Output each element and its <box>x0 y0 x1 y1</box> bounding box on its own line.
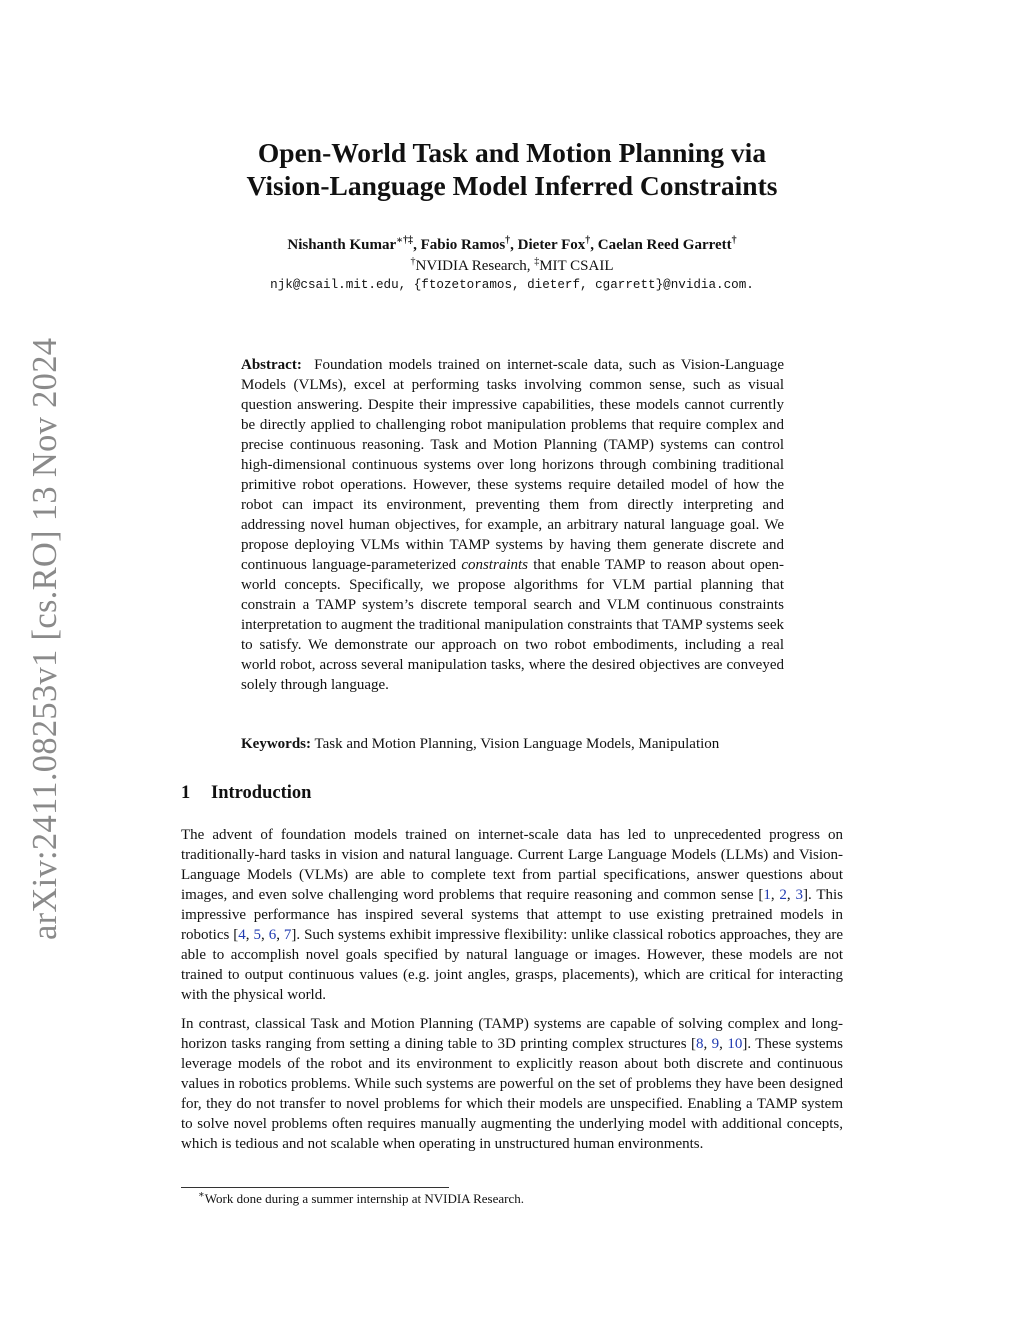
citation-link[interactable]: 8 <box>695 1036 704 1052</box>
intro-paragraph-2: In contrast, classical Task and Motion Planning (TAMP) systems are capable of solving complex and long-horizon tasks ranging from setting a dining table to 3D printing complex structures [8, 9, 10]. These systems leverage models of the robot and its environment to explicitly reason about both discrete and continuous values in robotics problems. While such systems are powerful on the set of problems they have been designed for, they do not transfer to novel problems for which their models are unspecified. Enabling a TAMP system to solve novel problems often requires manually augmenting the underlying model with additional concepts, which is tedious and not scalable when operating in unstructured human environments. <box>181 1016 844 1152</box>
affiliation-mark: ‡ <box>534 256 540 267</box>
abstract-label: Abstract: <box>241 357 302 373</box>
abstract-emphasis: constraints <box>461 557 528 573</box>
affiliations <box>160 256 864 276</box>
citation-link[interactable]: 6 <box>268 927 277 943</box>
section-number: 1 <box>181 783 191 803</box>
affiliation-name: NVIDIA Research, <box>415 258 535 274</box>
citation-link[interactable]: 7 <box>283 927 292 943</box>
paper-title <box>160 136 864 202</box>
author-marks: † <box>585 235 591 246</box>
author-list: Nishanth Kumar∗†‡, Fabio Ramos†, Dieter Fox†, Caelan Reed Garrett† <box>287 235 737 253</box>
citation-link[interactable]: 9 <box>711 1036 720 1052</box>
keywords-label: Keywords: <box>241 736 311 752</box>
citation-link[interactable]: 4 <box>238 927 246 943</box>
author-name: Nishanth Kumar <box>287 237 397 253</box>
footnote-mark: ∗ <box>198 1189 205 1201</box>
footnote-text: Work done during a summer internship at NVIDIA Research. <box>204 1191 524 1206</box>
title-line-1: Open-World Task and Motion Planning via <box>257 137 767 168</box>
author-name: Dieter Fox <box>517 237 586 253</box>
affiliation-name: MIT CSAIL <box>539 258 614 274</box>
keywords <box>241 734 801 754</box>
citation-link[interactable]: 10 <box>727 1036 743 1052</box>
author-name: Fabio Ramos <box>420 237 506 253</box>
paragraph-text: ]. This impressive performance has inspired several systems that attempt to use existing pretrained models in robotics [ <box>181 887 843 943</box>
citation-link[interactable]: 2 <box>779 887 787 903</box>
affiliation-mark: † <box>410 256 416 267</box>
keywords-text: Task and Motion Planning, Vision Language Models, Manipulation <box>314 736 720 752</box>
footnote <box>198 1190 524 1208</box>
author-marks: ∗†‡ <box>396 235 414 246</box>
author-name: Caelan Reed Garrett <box>597 237 732 253</box>
author-marks: † <box>505 235 511 246</box>
paragraph-text: ]. Such systems exhibit impressive flexibility: unlike classical robotics approaches, they are able to accomplish novel goals specified by natural language or images. However, these models are not trained to output continuous values (e.g. joint angles, grasps, placements), which are critical for interacting with the physical world. <box>181 927 844 1003</box>
section-title: Introduction <box>211 783 312 803</box>
paragraph-text: The advent of foundation models trained on internet-scale data has led to unprecedented progress on traditionally-hard tasks in vision and natural language. Current Large Language Models (LLMs) and Vision-Language Models (VLMs) are able to complete text from partial specifications, answer questions about images, and even solve challenging word problems that require reasoning and common sense [ <box>181 827 843 903</box>
author-marks: † <box>731 235 737 246</box>
abstract-text: Foundation models trained on internet-scale data, such as Vision-Language Models (VLMs), excel at performing tasks involving common sense, such as visual question answering. Despite their impressive capabilities, these models cannot currently be directly applied to challenging robot manipulation problems that require complex and precise continuous reasoning. Task and Motion Planning (TAMP) systems can control high-dimensional continuous systems over long horizons through combining traditional primitive robot operations. However, these systems require detailed model of how the robot can impact its environment, preventing them from directly interpreting and addressing novel human objectives, for example, an arbitrary natural language goal. We propose deploying VLMs within TAMP systems by having them generate discrete and continuous language-parameterized <box>241 357 784 573</box>
title-line-2: Vision-Language Model Inferred Constraints <box>246 170 778 201</box>
paragraph-text: ]. These systems leverage models of the robot and its environment to explicitly reason about both discrete and continuous values in robotics problems. While such systems are powerful on the set of problems they have been designed for, they do not transfer to novel problems for which their models are unspecified. Enabling a TAMP system to solve novel problems often requires manually augmenting the underlying model with additional concepts, which is tedious and not scalable when operating in unstructured human environments. <box>181 1036 844 1152</box>
arxiv-side-stamp: arXiv:2411.08253v1 [cs.RO] 13 Nov 2024 <box>26 337 64 940</box>
section-heading <box>181 781 311 805</box>
footnote-divider <box>181 1187 449 1188</box>
abstract <box>241 355 784 695</box>
abstract-text: that enable TAMP to reason about open-world concepts. Specifically, we propose algorithms for VLM partial planning that constrain a TAMP system’s discrete temporal search and VLM continuous constraints interpretation to augment the traditional manipulation constraints that TAMP systems seek to satisfy. We demonstrate our approach on two robot embodiments, including a real world robot, across several manipulation tasks, where the desired objectives are conveyed solely through language. <box>241 557 784 693</box>
citation-link[interactable]: 1 <box>763 887 771 903</box>
author-emails: njk@csail.mit.edu, {ftozetoramos, dieterf, cgarrett}@nvidia.com. <box>270 278 754 292</box>
paragraph-text: In contrast, classical Task and Motion Planning (TAMP) systems are capable of solving complex and long-horizon tasks ranging from setting a dining table to 3D printing complex structures [ <box>181 1016 843 1052</box>
citation-link[interactable]: 3 <box>795 887 804 903</box>
intro-paragraph-1: The advent of foundation models trained on internet-scale data has led to unprecedented progress on traditionally-hard tasks in vision and natural language. Current Large Language Models (LLMs) and Vision-Language Models (VLMs) are able to complete text from partial specifications, answer questions about images, and even solve challenging word problems that require reasoning and common sense [1, 2, 3]. This impressive performance has inspired several systems that attempt to use existing pretrained models in robotics [4, 5, 6, 7]. Such systems exhibit impressive flexibility: unlike classical robotics approaches, they are able to accomplish novel goals specified by natural language or images. However, these models are not trained to output continuous values (e.g. joint angles, grasps, placements), which are critical for interacting with the physical world. <box>181 827 844 1003</box>
citation-link[interactable]: 5 <box>253 927 261 943</box>
